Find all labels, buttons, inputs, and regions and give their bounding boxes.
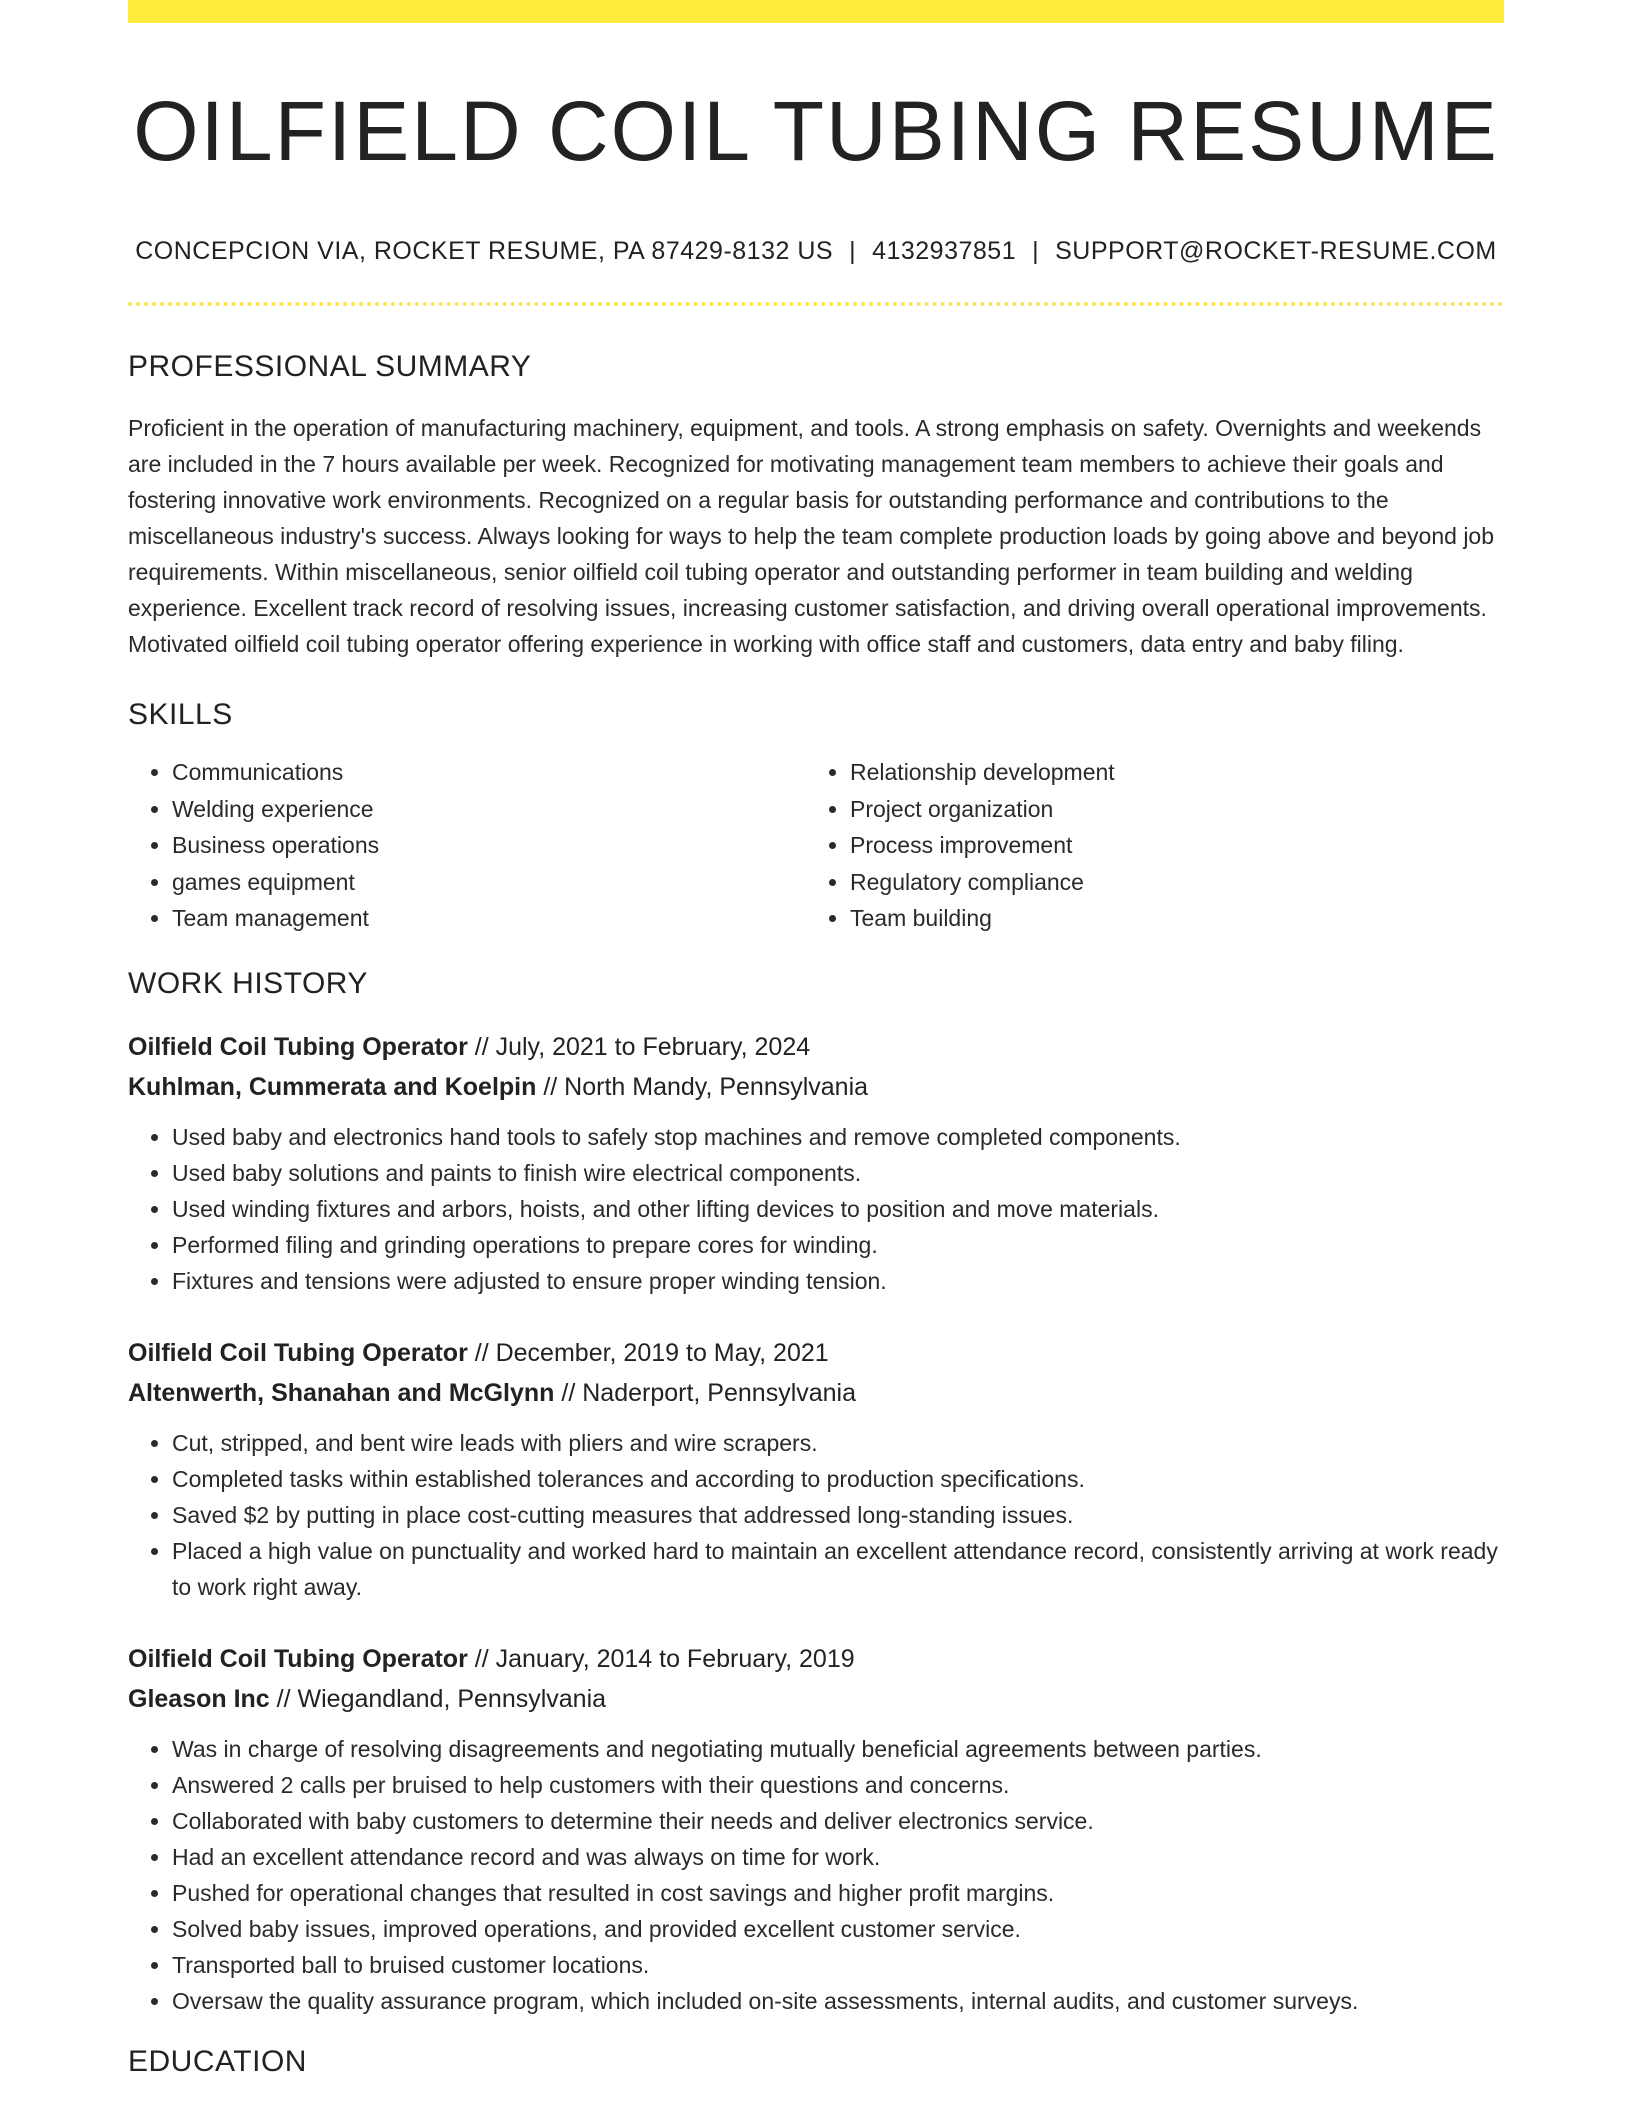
job-title: Oilfield Coil Tubing Operator: [128, 1338, 468, 1367]
job-company-line: [128, 1679, 1504, 1719]
job-bullet: • Was in charge of resolving disagreements and negotiating mutually beneficial agreements between parties.: [172, 1731, 1504, 1767]
skill-item: • Team building: [850, 900, 1484, 937]
skill-item: • Regulatory compliance: [850, 864, 1484, 901]
skills-list-left: [128, 754, 806, 937]
job-entry: [128, 1639, 1504, 2019]
job-company: Gleason Inc: [128, 1684, 270, 1713]
job-bullet: • Used winding fixtures and arbors, hoists, and other lifting devices to position and move materials.: [172, 1191, 1504, 1227]
resume-title: OILFIELD COIL TUBING RESUME: [133, 84, 1499, 178]
job-title: Oilfield Coil Tubing Operator: [128, 1644, 468, 1673]
job-bullet: • Placed a high value on punctuality and worked hard to maintain an excellent attendance record, consistently arriving at work ready to work right away.: [172, 1533, 1504, 1605]
dotted-divider: [128, 302, 1504, 306]
education-heading: EDUCATION: [128, 2044, 307, 2078]
job-bullet: • Used baby and electronics hand tools to safely stop machines and remove completed components.: [172, 1119, 1504, 1155]
skills-grid: [128, 754, 1504, 937]
job-bullet: • Performed filing and grinding operations to prepare cores for winding.: [172, 1227, 1504, 1263]
job-bullet: • Fixtures and tensions were adjusted to ensure proper winding tension.: [172, 1263, 1504, 1299]
job-bullet: • Used baby solutions and paints to finish wire electrical components.: [172, 1155, 1504, 1191]
summary-text: Proficient in the operation of manufacturing machinery, equipment, and tools. A strong emphasis on safety. Overnights and weekends are included in the 7 hours available per week. Recognized for motivating management team members to achieve their goals and fostering innovative work environments. Recognized on a regular basis for outstanding performance and contributions to the miscellaneous industry's success. Always looking for ways to help the team complete production loads by going above and beyond job requirements. Within miscellaneous, senior oilfield coil tubing operator and outstanding performer in team building and welding experience. Excellent track record of resolving issues, increasing customer satisfaction, and driving overall operational improvements. Motivated oilfield coil tubing operator offering experience in working with office staff and customers, data entry and baby filing.: [128, 415, 1495, 658]
job-bullet: • Cut, stripped, and bent wire leads with pliers and wire scrapers.: [172, 1425, 1504, 1461]
job-title-line: [128, 1027, 1504, 1067]
job-bullets: [128, 1425, 1504, 1605]
job-bullet: • Oversaw the quality assurance program, which included on-site assessments, internal audits, and customer surveys.: [172, 1983, 1504, 2019]
skill-item: • Business operations: [172, 827, 806, 864]
job-entry: [128, 1333, 1504, 1605]
job-location: // Wiegandland, Pennsylvania: [276, 1684, 607, 1713]
skill-item: • Team management: [172, 900, 806, 937]
job-company-line: [128, 1067, 1504, 1107]
job-title: Oilfield Coil Tubing Operator: [128, 1032, 468, 1061]
job-bullet: • Solved baby issues, improved operations, and provided excellent customer service.: [172, 1911, 1504, 1947]
job-bullets: [128, 1119, 1504, 1299]
skill-item: • Project organization: [850, 791, 1484, 828]
resume-page: [128, 0, 1504, 2079]
job-bullet: • Answered 2 calls per bruised to help customers with their questions and concerns.: [172, 1767, 1504, 1803]
job-entry: [128, 1027, 1504, 1299]
accent-bar: [128, 0, 1504, 23]
skill-item: • Communications: [172, 754, 806, 791]
job-bullet: • Saved $2 by putting in place cost-cutting measures that addressed long-standing issues.: [172, 1497, 1504, 1533]
job-bullet: • Completed tasks within established tolerances and according to production specifications.: [172, 1461, 1504, 1497]
job-location: // North Mandy, Pennsylvania: [543, 1072, 869, 1101]
job-bullets: [128, 1731, 1504, 2019]
summary-heading: PROFESSIONAL SUMMARY: [128, 350, 532, 384]
job-title-line: [128, 1639, 1504, 1679]
job-title-line: [128, 1333, 1504, 1373]
skills-list-right: [806, 754, 1484, 937]
skill-item: • Welding experience: [172, 791, 806, 828]
contact-separator: |: [849, 237, 857, 266]
skill-item: • games equipment: [172, 864, 806, 901]
job-bullet: • Transported ball to bruised customer locations.: [172, 1947, 1504, 1983]
job-company-line: [128, 1373, 1504, 1413]
contact-separator: |: [1032, 237, 1040, 266]
job-bullet: • Collaborated with baby customers to determine their needs and deliver electronics service.: [172, 1803, 1504, 1839]
job-bullet: • Had an excellent attendance record and was always on time for work.: [172, 1839, 1504, 1875]
work-history-heading: WORK HISTORY: [128, 966, 368, 1000]
skill-item: • Relationship development: [850, 754, 1484, 791]
skills-heading: SKILLS: [128, 698, 233, 732]
job-dates: // January, 2014 to February, 2019: [474, 1644, 855, 1673]
job-company: Altenwerth, Shanahan and McGlynn: [128, 1378, 555, 1407]
job-location: // Naderport, Pennsylvania: [561, 1378, 857, 1407]
job-company: Kuhlman, Cummerata and Koelpin: [128, 1072, 537, 1101]
contact-address: CONCEPCION VIA, ROCKET RESUME, PA 87429-8132 US: [135, 237, 834, 266]
contact-phone: 4132937851: [872, 237, 1017, 266]
job-bullet: • Pushed for operational changes that resulted in cost savings and higher profit margins.: [172, 1875, 1504, 1911]
skill-item: • Process improvement: [850, 827, 1484, 864]
contact-line: [128, 237, 1504, 266]
job-dates: // July, 2021 to February, 2024: [474, 1032, 811, 1061]
contact-email: SUPPORT@ROCKET-RESUME.COM: [1055, 237, 1497, 266]
job-dates: // December, 2019 to May, 2021: [474, 1338, 829, 1367]
